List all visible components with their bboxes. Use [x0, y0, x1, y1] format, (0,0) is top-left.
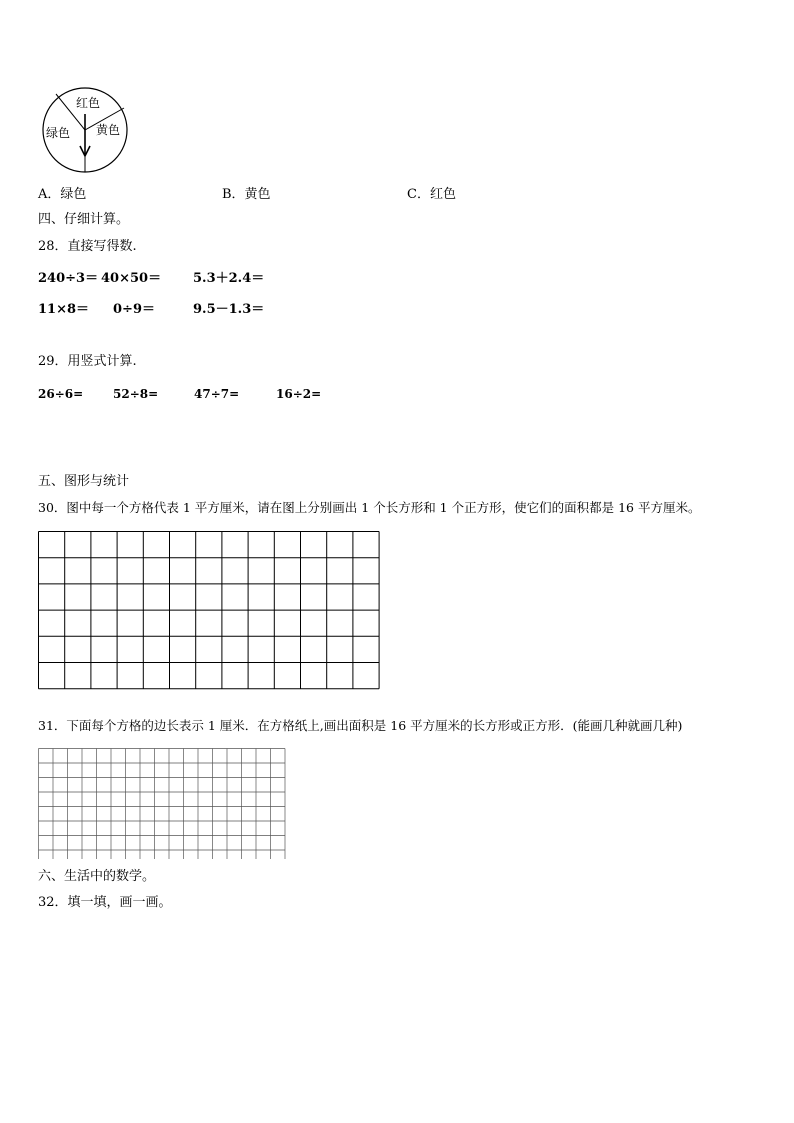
calc-item: 9.5－1.3＝	[193, 302, 265, 317]
division-item: 16÷2=	[276, 387, 322, 401]
calc-item: 240÷3＝	[38, 271, 99, 286]
color-spinner	[38, 86, 130, 176]
spinner-label-red: 红色	[76, 96, 101, 110]
question-28-title: 28．直接写得数.	[38, 239, 137, 254]
division-item: 52÷8=	[113, 387, 159, 401]
calc-item: 11×8＝	[38, 302, 90, 317]
grid-paper-large[interactable]	[38, 531, 381, 702]
question-31-text: 31．下面每个方格的边长表示 1 厘米．在方格纸上,画出面积是 16 平方厘米的长方形或正方形．(能画几种就画几种)	[38, 718, 683, 733]
division-item: 47÷7=	[194, 387, 240, 401]
section-4-heading: 四、仔细计算。	[38, 212, 130, 227]
grid-paper-small[interactable]	[38, 748, 287, 859]
calc-item: 40×50＝	[101, 271, 162, 286]
calc-item: 0÷9＝	[113, 302, 155, 317]
question-30-text: 30．图中每一个方格代表 1 平方厘米，请在图上分别画出 1 个长方形和 1 个正方形，使它们的面积都是 16 平方厘米。	[38, 500, 701, 515]
spinner-label-green: 绿色	[46, 126, 71, 140]
section-5-heading: 五、图形与统计	[38, 474, 130, 489]
question-29-title: 29．用竖式计算.	[38, 354, 137, 369]
spinner-label-yellow: 黄色	[96, 123, 121, 137]
option-c[interactable]: C．红色	[407, 187, 456, 202]
option-b[interactable]: B．黄色	[222, 187, 271, 202]
section-6-heading: 六、生活中的数学。	[38, 869, 156, 884]
division-item: 26÷6=	[38, 387, 84, 401]
calc-item: 5.3＋2.4＝	[193, 271, 265, 286]
option-a[interactable]: A．绿色	[38, 187, 87, 202]
question-32-text: 32．填一填，画一画。	[38, 895, 172, 910]
